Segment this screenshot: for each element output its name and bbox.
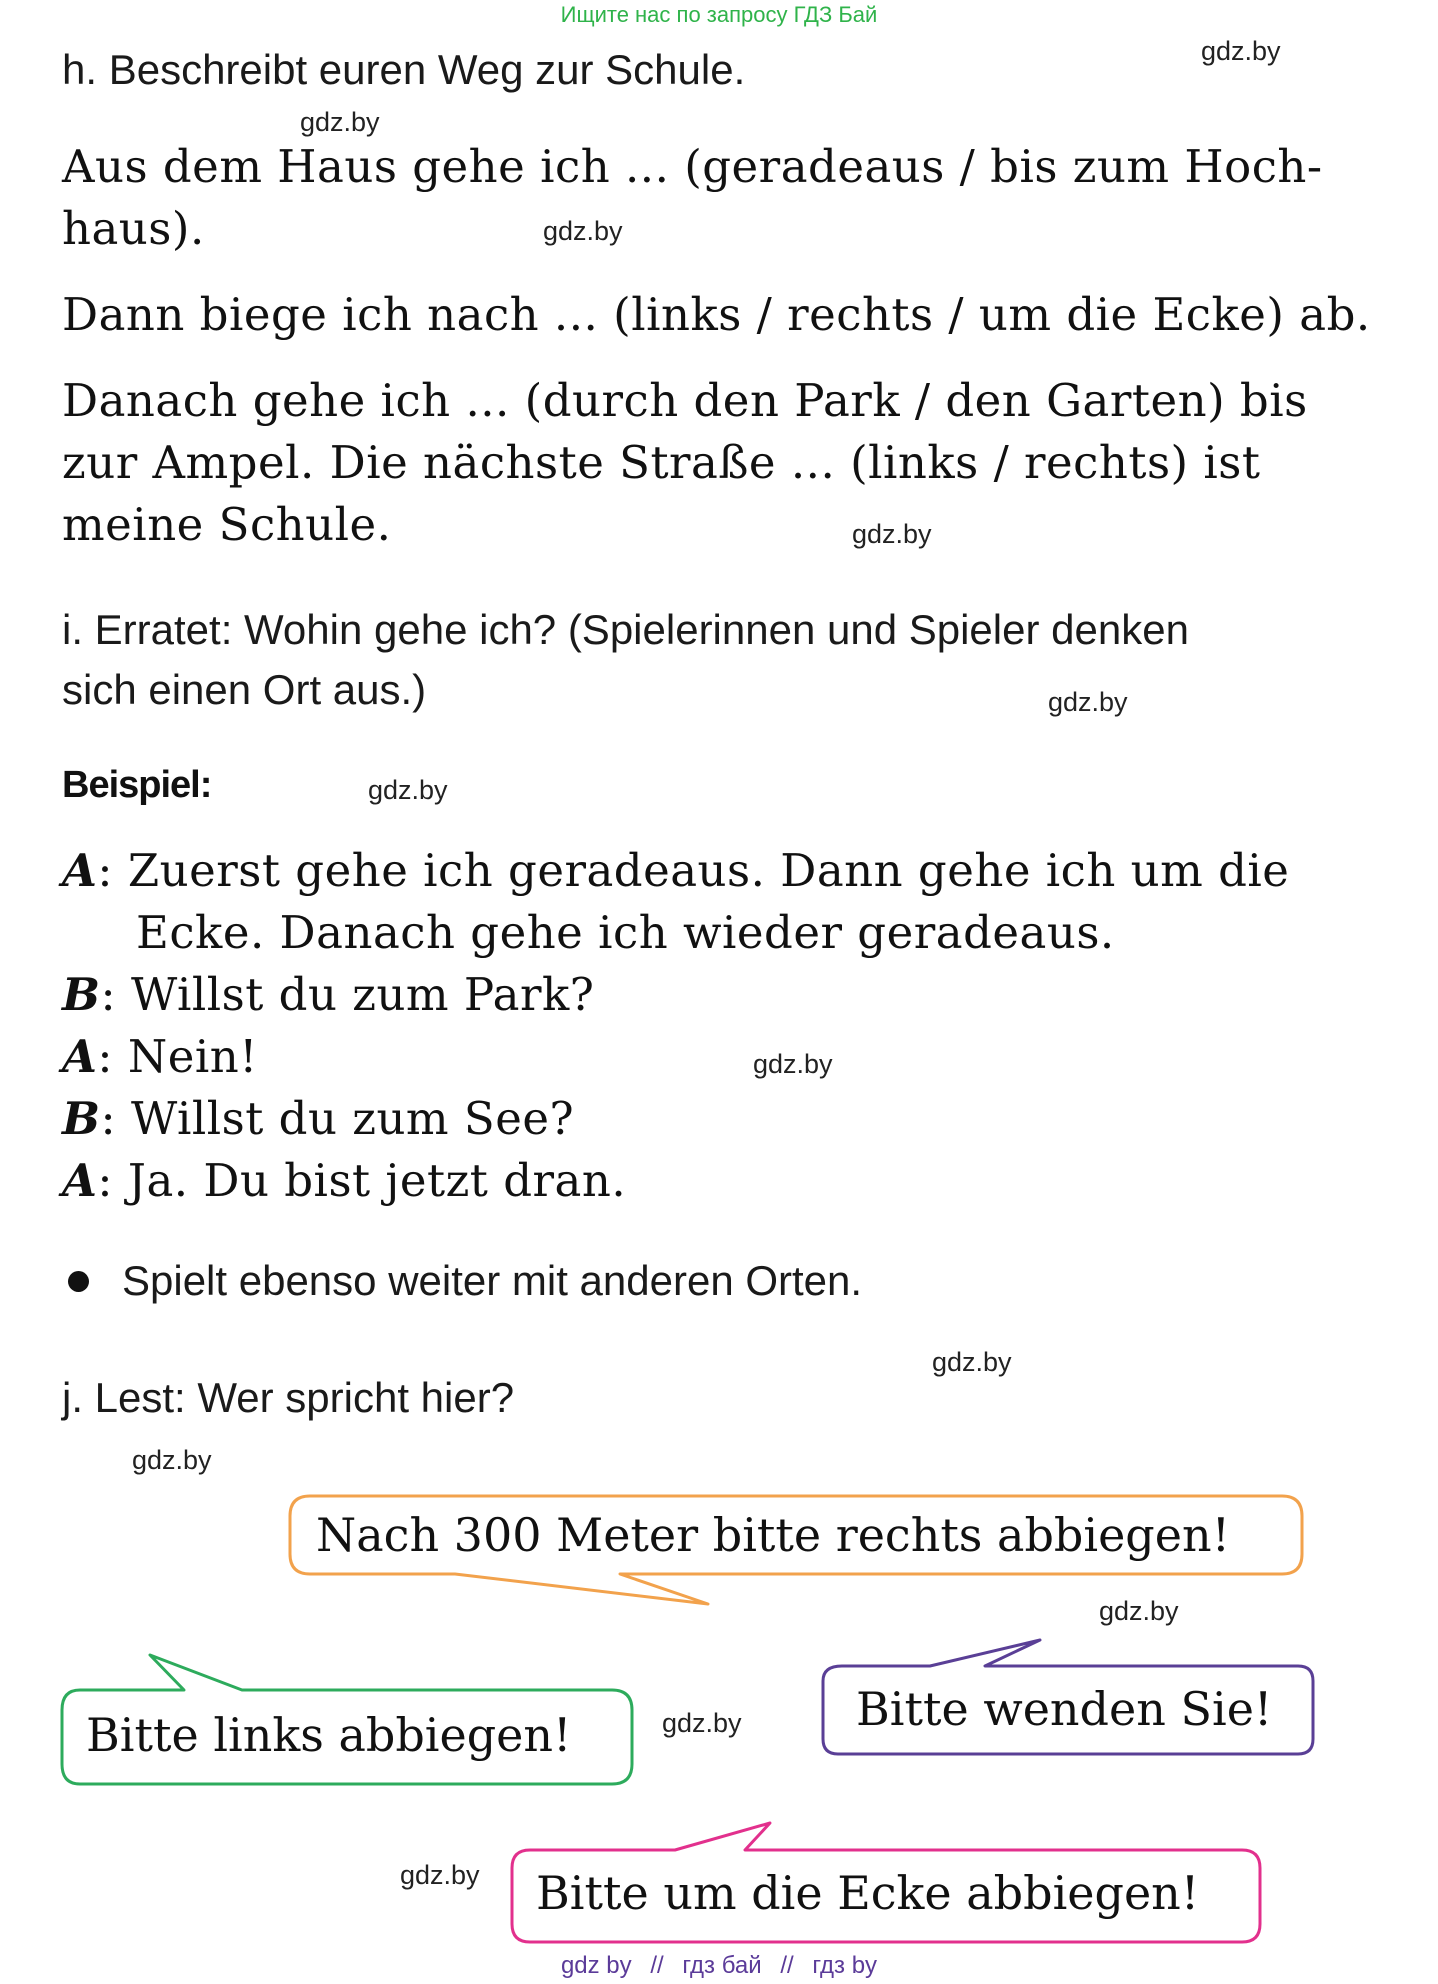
speaker-sep: : — [100, 1092, 117, 1145]
section-i-heading: sich einen Ort aus.) — [62, 666, 427, 713]
watermark: gdz.by — [753, 1049, 833, 1079]
bubble-text-orange: Nach 300 Meter bitte rechts abbiegen! — [316, 1508, 1231, 1562]
bubble-text-purple: Bitte wenden Sie! — [856, 1682, 1273, 1736]
bullet-text: Spielt ebenso weiter mit anderen Orten. — [122, 1257, 863, 1304]
speaker-sep: : — [97, 844, 114, 897]
footer-separator: // — [650, 1952, 664, 1979]
watermark: gdz.by — [400, 1860, 480, 1890]
section-h-line: Danach gehe ich ... (durch den Park / den Garten) bis — [62, 374, 1308, 427]
section-h-line: zur Ampel. Die nächste Straße ... (links / rechts) ist — [62, 436, 1261, 489]
speaker-sep: : — [100, 968, 117, 1021]
bubble-text-green: Bitte links abbiegen! — [86, 1708, 572, 1762]
dialog-text: Willst du zum Park? — [131, 968, 595, 1021]
watermark: gdz.by — [132, 1445, 212, 1475]
dialog-text: Zuerst gehe ich geradeaus. Dann gehe ich um die — [127, 844, 1290, 897]
beispiel-label: Beispiel: — [62, 764, 212, 806]
section-h-line: meine Schule. — [62, 498, 392, 551]
footer-separator: // — [780, 1952, 794, 1979]
dialog-text: Nein! — [127, 1030, 258, 1083]
section-j-heading: j. Lest: Wer spricht hier? — [62, 1374, 515, 1421]
watermark: gdz.by — [300, 107, 380, 137]
dialog-text: Ja. Du bist jetzt dran. — [127, 1154, 627, 1207]
watermark: gdz.by — [543, 216, 623, 246]
dialog-text: Ecke. Danach gehe ich wieder geradeaus. — [136, 906, 1115, 959]
footer-link[interactable]: гдз бай — [682, 1952, 762, 1979]
watermark: gdz.by — [1099, 1596, 1179, 1626]
speaker-label: A — [62, 1154, 98, 1207]
section-i-heading: i. Erratet: Wohin gehe ich? (Spielerinnen und Spieler denken — [62, 606, 1189, 653]
dialog-text: Willst du zum See? — [131, 1092, 575, 1145]
top-banner[interactable]: Ищите нас по запросу ГДЗ Бай — [560, 2, 878, 27]
footer-link[interactable]: gdz by — [560, 1952, 632, 1979]
speaker-label: B — [62, 968, 101, 1021]
section-h-heading: h. Beschreibt euren Weg zur Schule. — [62, 46, 746, 93]
watermark: gdz.by — [662, 1708, 742, 1738]
section-h-line: haus). — [62, 202, 205, 255]
section-h-line: Aus dem Haus gehe ich ... (geradeaus / bis zum Hoch- — [62, 140, 1323, 193]
speaker-sep: : — [97, 1030, 114, 1083]
watermark: gdz.by — [1201, 36, 1281, 66]
footer-link[interactable]: гдз by — [812, 1952, 878, 1979]
speaker-label: B — [62, 1092, 101, 1145]
watermark: gdz.by — [932, 1347, 1012, 1377]
watermark: gdz.by — [852, 519, 932, 549]
speaker-label: A — [62, 844, 98, 897]
watermark: gdz.by — [368, 775, 448, 805]
speaker-label: A — [62, 1030, 98, 1083]
bubble-text-magenta: Bitte um die Ecke abbiegen! — [536, 1866, 1200, 1920]
footer-links — [0, 1952, 1438, 1980]
speaker-sep: : — [97, 1154, 114, 1207]
section-h-line: Dann biege ich nach ... (links / rechts / um die Ecke) ab. — [62, 288, 1371, 341]
watermark: gdz.by — [1048, 687, 1128, 717]
